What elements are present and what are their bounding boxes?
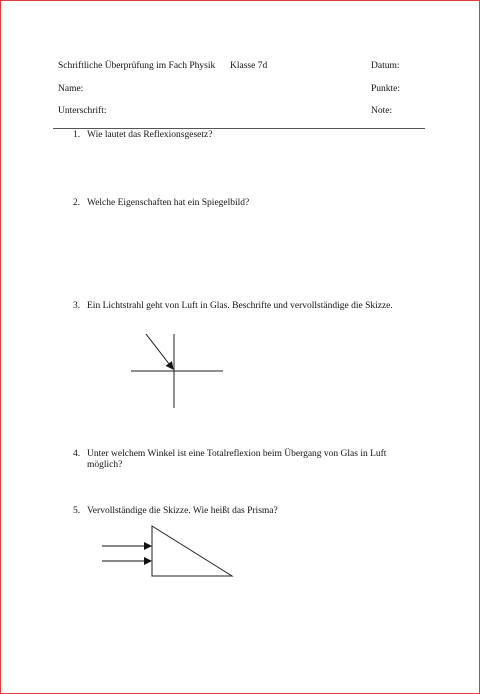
- incident-ray-arrow: [146, 334, 173, 369]
- question-3-text: Ein Lichtstrahl geht von Luft in Glas. Beschrifte und vervollständige die Skizze.: [87, 301, 393, 311]
- signature-label: Unterschrift:: [58, 106, 107, 116]
- question-3-number: 3.: [73, 301, 81, 311]
- class-label: Klasse 7d: [230, 61, 268, 71]
- refraction-sketch: [131, 334, 223, 408]
- question-4-number: 4.: [73, 449, 81, 459]
- points-label: Punkte:: [371, 84, 401, 94]
- question-5-text: Vervollständige die Skizze. Wie heißt das Prisma?: [87, 506, 278, 516]
- grade-label: Note:: [371, 106, 393, 116]
- question-1-number: 1.: [73, 130, 81, 140]
- question-2-text: Welche Eigenschaften hat ein Spiegelbild?: [87, 198, 250, 208]
- question-1-text: Wie lautet das Reflexionsgesetz?: [87, 130, 213, 140]
- sketch-layer: [1, 1, 479, 693]
- prism-triangle: [152, 526, 232, 576]
- question-4-text-line2: möglich?: [87, 460, 123, 470]
- exam-title: Schriftliche Überprüfung im Fach Physik: [58, 61, 216, 71]
- question-2-number: 2.: [73, 198, 81, 208]
- name-label: Name:: [58, 84, 84, 94]
- date-label: Datum:: [371, 61, 400, 71]
- question-4-text-line1: Unter welchem Winkel ist eine Totalreflexion beim Übergang von Glas in Luft: [87, 449, 387, 459]
- question-5-number: 5.: [73, 506, 81, 516]
- prism-sketch: [102, 526, 232, 576]
